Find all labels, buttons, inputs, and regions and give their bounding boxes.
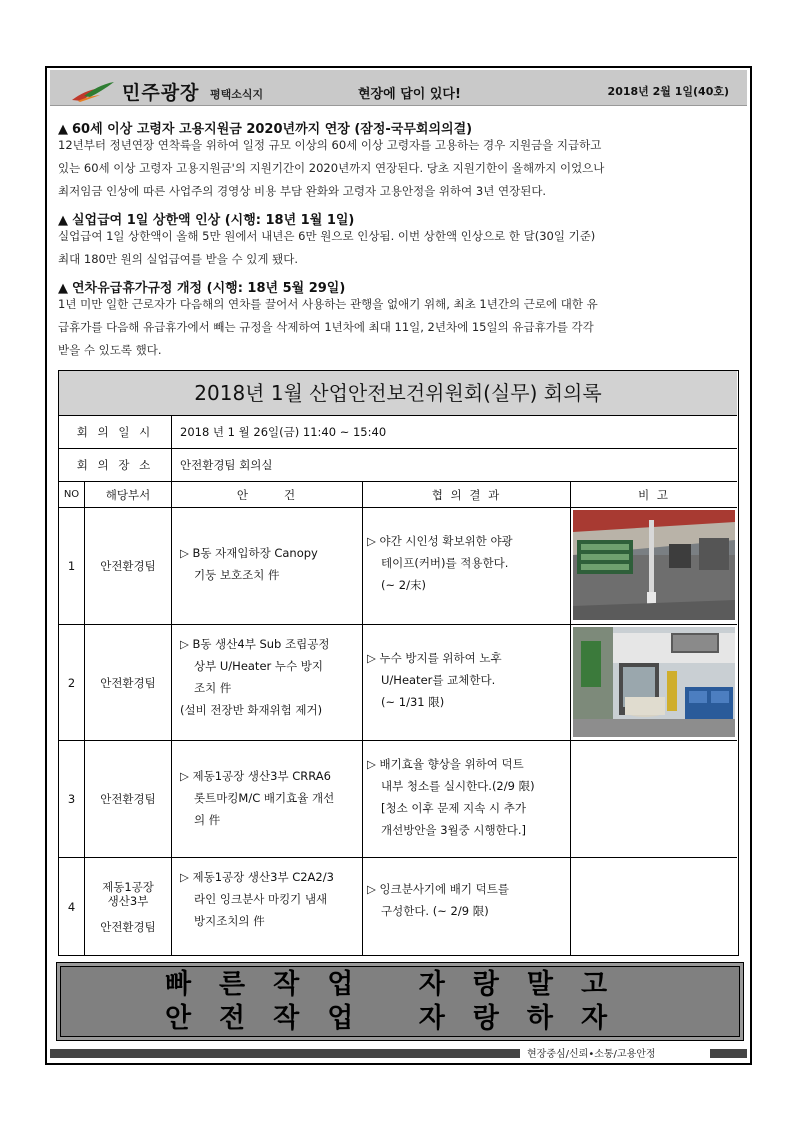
row-agenda: ▷ B동 생산4부 Sub 조립공정 상부 U/Heater 누수 방지 조치 件 (설비 전장반 화재위험 제거): [172, 625, 363, 740]
row-agenda: ▷ B동 자재입하장 Canopy 기둥 보호조치 件: [172, 508, 363, 624]
column-header-agenda: 안 건: [172, 482, 363, 507]
row-result: ▷ 잉크분사기에 배기 덕트를 구성한다. (~ 2/9 限): [363, 858, 571, 955]
row-note: [571, 858, 737, 955]
row-number: 2: [59, 625, 85, 740]
banner-line-2: 안전작업 자랑하자: [164, 1002, 636, 1034]
meeting-place-label: 회 의 장 소: [59, 449, 172, 481]
section-title-2: ▲ 실업급여 1일 상한액 인상 (시행: 18년 1월 1일): [58, 213, 355, 228]
meeting-title: 2018년 1월 산업안전보건위원회(실무) 회의록: [59, 371, 737, 416]
column-header-result: 협 의 결 과: [363, 482, 571, 507]
table-row: [59, 625, 737, 741]
footer-motto: 현장중심/신뢰•소통/고용안정: [527, 1049, 656, 1060]
safety-slogan-banner: [56, 962, 744, 1041]
triangle-icon: ▲: [58, 213, 68, 228]
row-agenda: ▷ 제동1공장 생산3부 C2A2/3 라인 잉크분사 마킹기 냄새 방지조치의 件: [172, 858, 363, 955]
meeting-place-value: 안전환경팀 회의실: [180, 458, 273, 472]
banner-line-1: 빠른작업 자랑말고: [164, 968, 636, 1000]
meeting-date-value: 2018 년 1 월 26일(금) 11:40 ~ 15:40: [180, 425, 387, 439]
issue-date: 2018년 2월 1일(40호): [607, 85, 729, 98]
column-header-no: NO: [59, 482, 85, 507]
row-note: [571, 741, 737, 857]
section-body-2: 실업급여 1일 상한액이 올해 5만 원에서 내년은 6만 원으로 인상됨. 이번 상한액 인상으로 한 달(30일 기준) 최대 180만 원의 실업급여를 받을 수 있게 됐다.: [58, 229, 596, 266]
section-body-3: 1년 미만 일한 근로자가 다음해의 연차를 끌어서 사용하는 관행을 없애기 위해, 최초 1년간의 근로에 대한 유 급휴가를 다음해 유급휴가에서 빼는 규정을 삭제하여 1년차에 최대 11일, 2년차에 15일의 유급휴가를 각각 받을 수 있도록 했다.: [58, 297, 598, 357]
logo-text: 민주광장: [122, 82, 200, 104]
row-number: 4: [59, 858, 85, 955]
meeting-place-row: [59, 449, 737, 482]
meeting-minutes-table: [58, 370, 739, 956]
row-number: 1: [59, 508, 85, 624]
logo-subtitle: 평택소식지: [210, 88, 264, 101]
table-row: [59, 858, 737, 955]
column-header-dept: 해당부서: [85, 482, 172, 507]
row-dept: 안전환경팀: [85, 741, 172, 857]
row-result: ▷ 누수 방지를 위하여 노후 U/Heater를 교체한다. (~ 1/31 限): [363, 625, 571, 740]
column-header-note: 비 고: [638, 487, 670, 502]
triangle-icon: ▲: [58, 281, 68, 296]
meeting-date-label: 회 의 일 시: [59, 416, 172, 448]
row-result: ▷ 배기효율 향상을 위하여 덕트 내부 청소를 실시한다.(2/9 限) [청소 이후 문제 지속 시 추가 개선방안을 3월중 시행한다.]: [363, 741, 571, 857]
table-row: [59, 741, 737, 858]
section-body-1: 12년부터 정년연장 연착륙을 위하여 일정 규모 이상의 60세 이상 고령자를 고용하는 경우 지원금을 지급하고 있는 60세 이상 고령자 고용지원금'의 지원기간이 2020년까지 연장된다. 당초 지원기한이 올해까지 이었으나 최저임금 인상에 따른 사업주의 경영상 비용 부담 완화와 고령자 고용안정을 위하여 3년 연장된다.: [58, 138, 605, 198]
warehouse-canopy-photo: [573, 510, 735, 620]
row-dept: 제동1공장 생산3부 안전환경팀: [85, 858, 172, 955]
row-result: ▷ 야간 시인성 확보위한 야광 테이프(커버)를 적용한다. (~ 2/末): [363, 508, 571, 624]
newsletter-header: [50, 70, 747, 106]
row-number: 3: [59, 741, 85, 857]
section-title-1: ▲ 60세 이상 고령자 고용지원금 2020년까지 연장 (잠정-국무회의의결): [58, 122, 473, 137]
row-note: [571, 508, 737, 624]
footer-bar-right: [710, 1049, 747, 1058]
table-header-row: [59, 482, 737, 508]
section-title-3: ▲ 연차유급휴가규정 개정 (시행: 18년 5월 29일): [58, 281, 346, 296]
footer-bar-left: [50, 1049, 520, 1058]
row-dept: 안전환경팀: [85, 508, 172, 624]
row-agenda: ▷ 제동1공장 생산3부 CRRA6 롯트마킹M/C 배기효율 개선 의 件: [172, 741, 363, 857]
triangle-icon: ▲: [58, 122, 68, 137]
header-slogan: 현장에 답이 있다!: [358, 87, 461, 102]
meeting-date-row: [59, 416, 737, 449]
assembly-heater-photo: [573, 627, 735, 737]
row-note: [571, 625, 737, 740]
logo-bird-icon: [70, 80, 116, 102]
row-dept: 안전환경팀: [85, 625, 172, 740]
table-row: [59, 508, 737, 625]
